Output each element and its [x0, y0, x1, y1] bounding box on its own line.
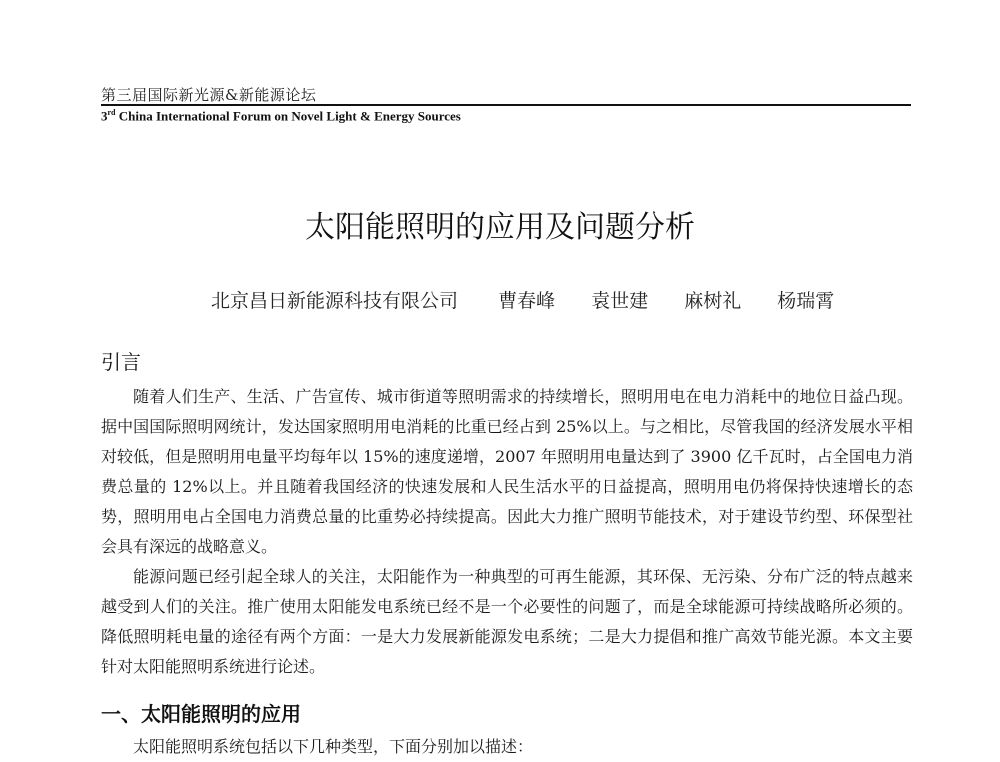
author-1: 曹春峰 [498, 290, 556, 312]
section1-paragraph-1: 太阳能照明系统包括以下几种类型，下面分别加以描述： [133, 737, 534, 756]
conference-name-en [101, 108, 461, 124]
ordinal-suffix: rd [107, 108, 116, 117]
intro-paragraph-2: 能源问题已经引起全球人的关注，太阳能作为一种典型的可再生能源，其环保、无污染、分布广泛的特点越来越受到人们的关注。推广使用太阳能发电系统已经不是一个必要性的问题了，而是全球能源可持续战略所必须的。降低照明耗电量的途径有两个方面：一是大力发展新能源发电系统；二是大力提倡和推广高效节能光源。本文主要针对太阳能照明系统进行论述。 [101, 567, 913, 676]
author-line [211, 286, 834, 313]
author-2: 袁世建 [591, 290, 649, 312]
intro-paragraph-1: 随着人们生产、生活、广告宣传、城市街道等照明需求的持续增长，照明用电在电力消耗中的地位日益凸现。据中国国际照明网统计，发达国家照明用电消耗的比重已经占到 25%以上。与之相比，尽管我国的经济发展水平相对较低，但是照明用电量平均每年以 15%的速度递增，2007 年照明用电量达到了 3900 亿千瓦时，占全国电力消费总量的 12%以上。并且随着我国经济的快速发展和人民生活水平的日益提高，照明用电仍将保持快速增长的态势，照明用电占全国电力消费总量的比重势必持续提高。因此大力推广照明节能技术，对于建设节约型、环保型社会具有深远的战略意义。 [101, 387, 913, 556]
paper-title: 太阳能照明的应用及问题分析 [305, 210, 695, 245]
section-heading-applications: 一、太阳能照明的应用 [101, 702, 301, 726]
author-4: 杨瑞霄 [777, 290, 835, 312]
conference-name-en-text: China International Forum on Novel Light & Energy Sources [118, 108, 461, 124]
affiliation: 北京昌日新能源科技有限公司 [211, 290, 459, 312]
author-3: 麻树礼 [684, 290, 742, 312]
conference-name-cn: 第三届国际新光源&新能源论坛 [101, 86, 317, 104]
section-heading-intro: 引言 [101, 350, 141, 374]
ordinal-number: 3 [101, 108, 108, 124]
header-divider [101, 104, 911, 106]
